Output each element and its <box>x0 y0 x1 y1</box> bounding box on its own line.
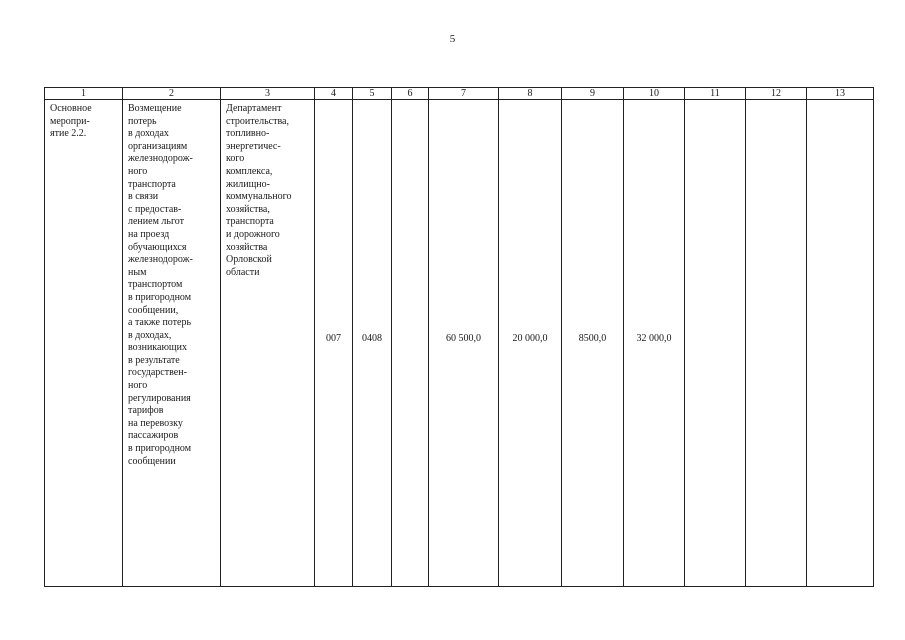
column-header: 7 <box>429 88 499 100</box>
total-amount-cell: 60 500,0 <box>429 100 499 587</box>
column-header: 10 <box>624 88 685 100</box>
grbs-code-cell: 007 <box>315 100 353 587</box>
column-header: 13 <box>807 88 874 100</box>
column-header: 1 <box>45 88 123 100</box>
column-header: 11 <box>685 88 746 100</box>
col13-cell <box>807 100 874 587</box>
col6-cell <box>392 100 429 587</box>
executor-cell: Департамент строительства, топливно- энергетичес- кого комплекса, жилищно- коммунального хозяйства, транспорта и дорожного хозяйства Орловской области <box>221 100 315 587</box>
page-number: 5 <box>449 33 456 45</box>
measure-cell: Основное меропри- ятие 2.2. <box>45 100 123 587</box>
column-header: 12 <box>746 88 807 100</box>
col11-cell <box>685 100 746 587</box>
column-header: 4 <box>315 88 353 100</box>
column-header: 2 <box>123 88 221 100</box>
col12-cell <box>746 100 807 587</box>
column-header: 3 <box>221 88 315 100</box>
budget-table <box>44 87 874 587</box>
amount-col10-cell: 32 000,0 <box>624 100 685 587</box>
column-header: 9 <box>562 88 624 100</box>
column-header: 5 <box>353 88 392 100</box>
amount-col8-cell: 20 000,0 <box>499 100 562 587</box>
header-row <box>45 88 874 100</box>
table-row <box>45 100 874 587</box>
column-header: 8 <box>499 88 562 100</box>
amount-col9-cell: 8500,0 <box>562 100 624 587</box>
description-cell: Возмещение потерь в доходах организациям железнодорож- ного транспорта в связи с предостав- лением льгот на проезд обучающихся железнодорож- ным транспортом в пригородном сообщении, а также потерь в доходах, возникающих в результате государствен- ного регулирования тарифов на перевозку пассажиров в пригородном сообщении <box>123 100 221 587</box>
section-code-cell: 0408 <box>353 100 392 587</box>
column-header: 6 <box>392 88 429 100</box>
